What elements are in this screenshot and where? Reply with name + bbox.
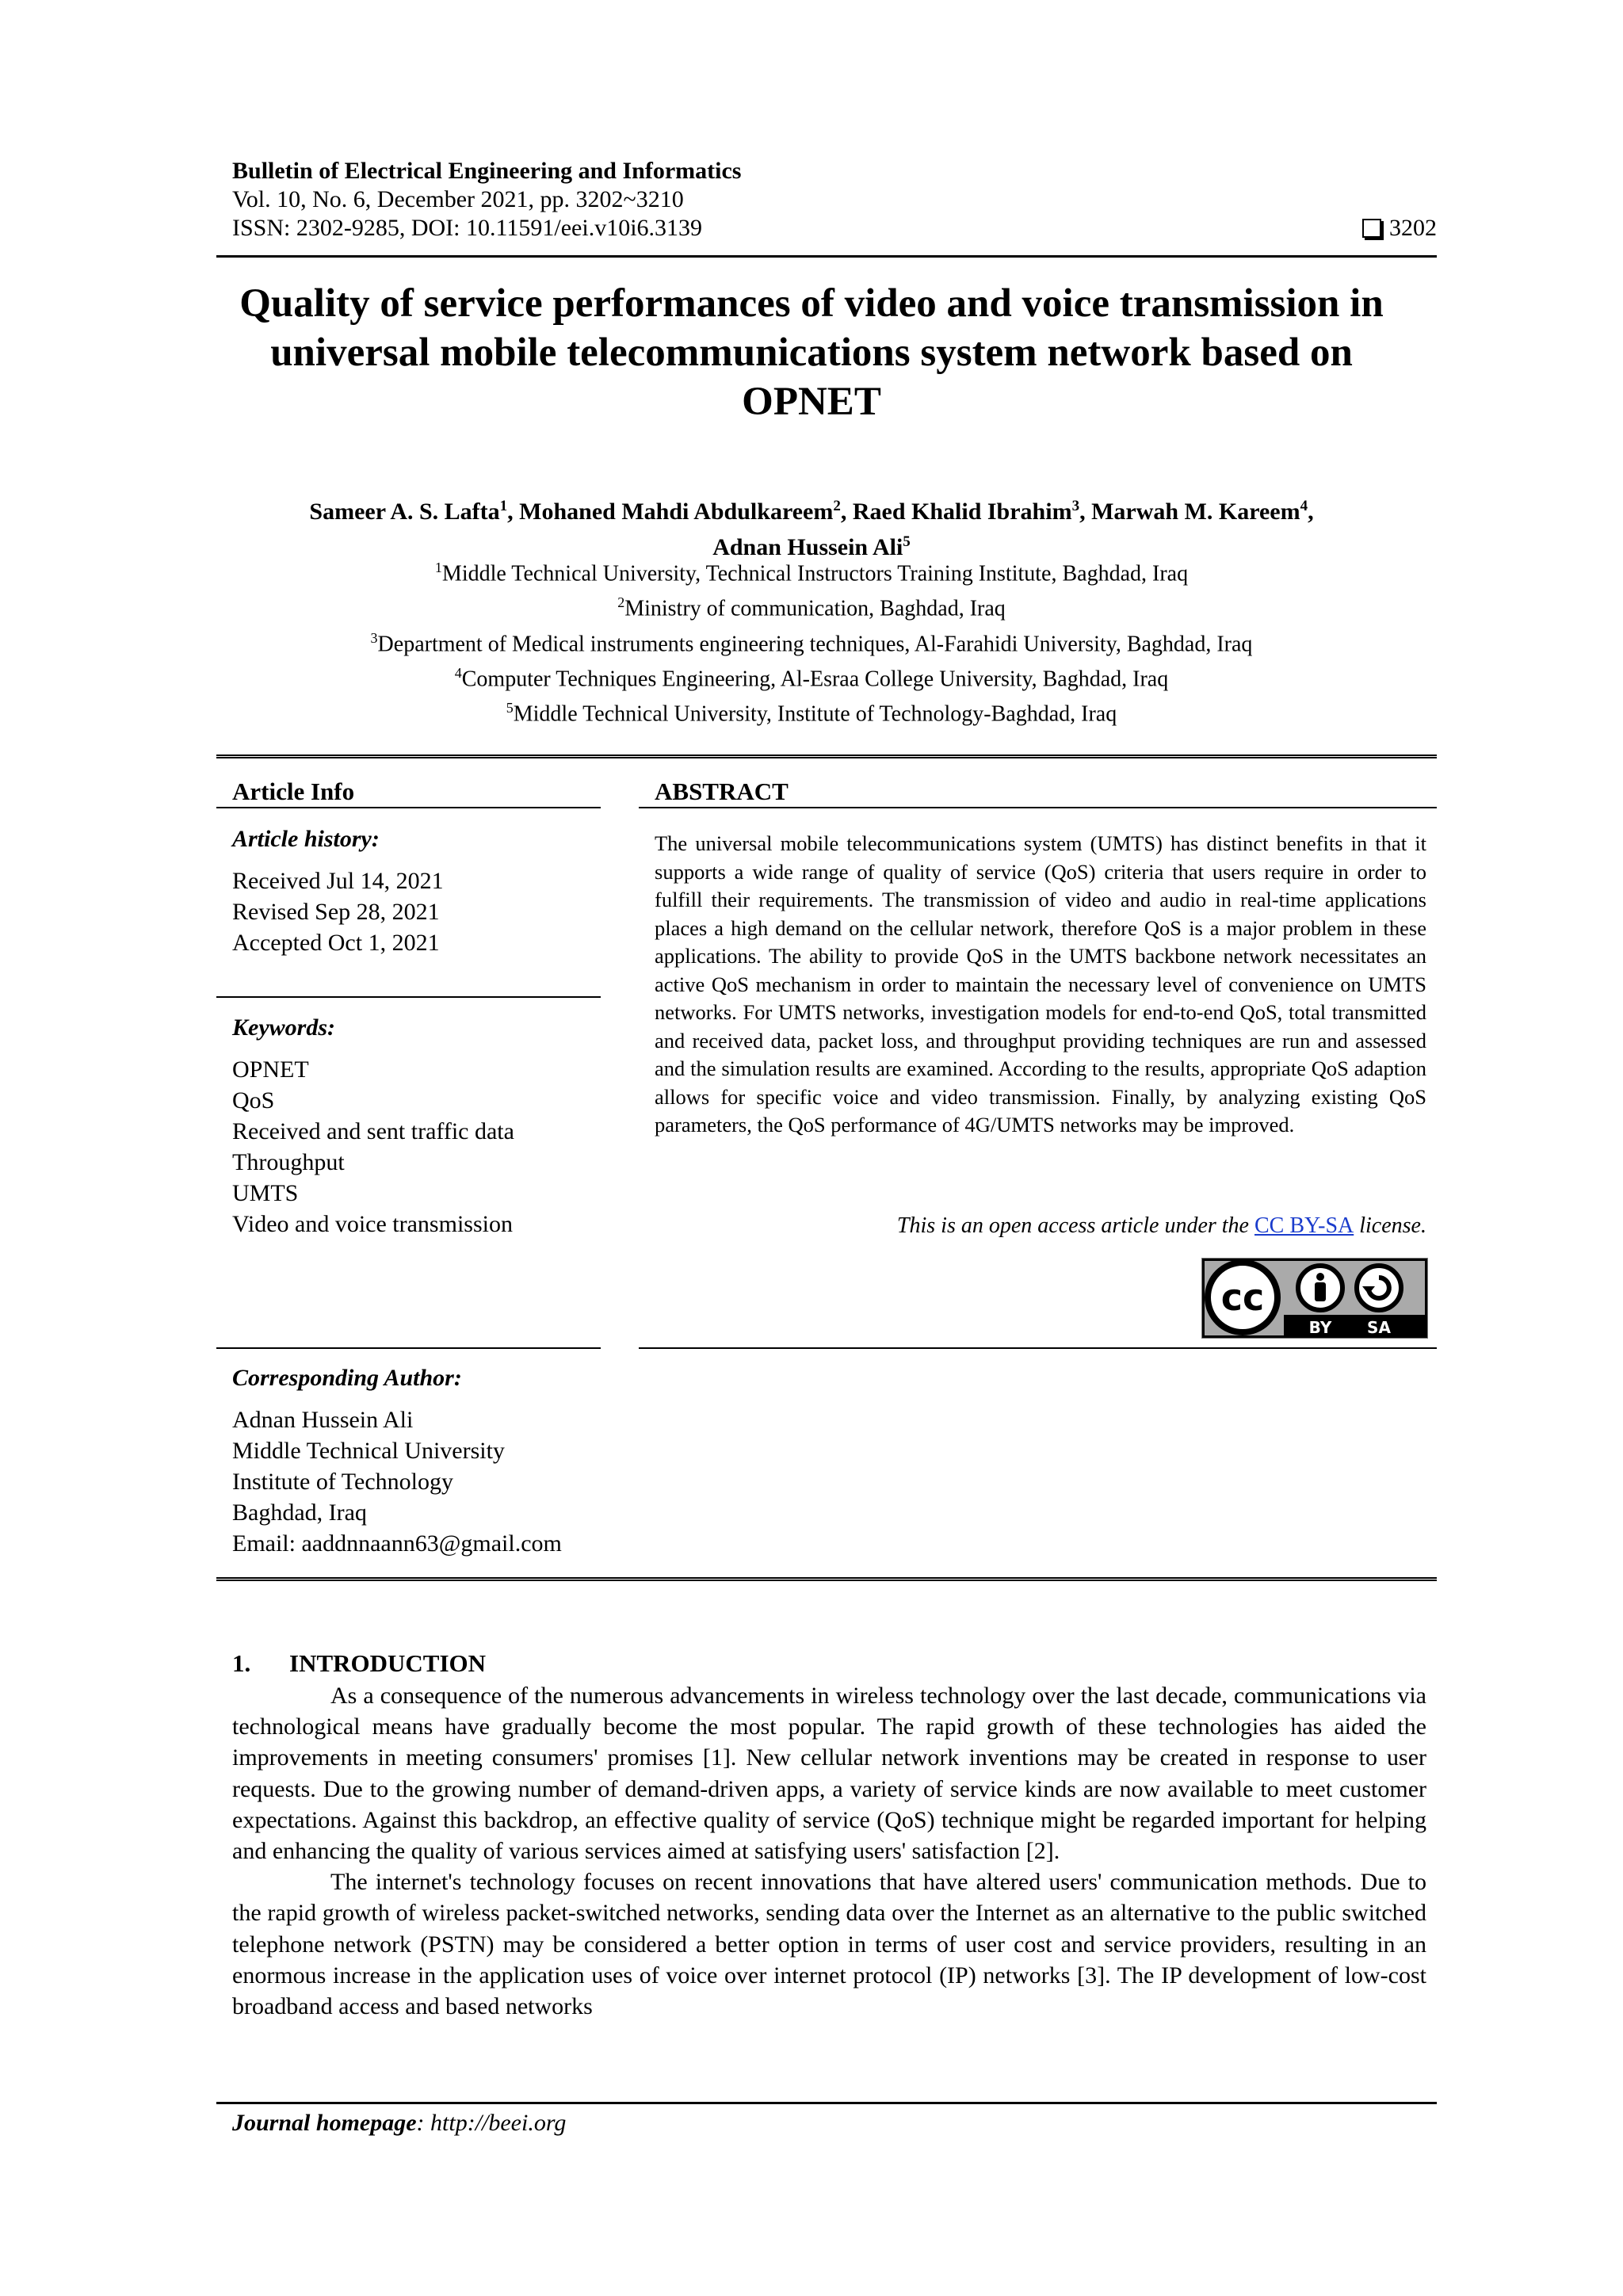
issn-line: ISSN: 2302-9285, DOI: 10.11591/eei.v10i6.3139 (232, 215, 703, 241)
author-name: Adnan Hussein Ali (712, 534, 903, 560)
affiliation-text: Computer Techniques Engineering, Al-Esraa College University, Baghdad, Iraq (461, 667, 1169, 692)
introduction-body (232, 1680, 1426, 2022)
keywords-rule (216, 1347, 601, 1349)
author-name: Marwah M. Kareem (1091, 499, 1300, 525)
affiliation-text: Ministry of communication, Baghdad, Iraq (624, 596, 1006, 621)
affiliation-sup: 2 (617, 594, 625, 611)
affiliation-item (198, 693, 1425, 728)
badge-by-label: BY (1308, 1318, 1332, 1337)
abstract-heading-row (639, 777, 1437, 807)
affiliation-sup: 1 (434, 560, 442, 575)
affiliation-text: Middle Technical University, Technical Instructors Training Institute, Baghdad, Iraq (441, 561, 1189, 586)
keywords-heading: Keywords: (232, 1014, 335, 1041)
keyword-item: QoS (232, 1087, 275, 1114)
author-name: Mohaned Mahdi Abdulkareem (519, 499, 834, 525)
history-accepted: Accepted Oct 1, 2021 (232, 930, 440, 956)
affiliation-item (198, 588, 1425, 623)
abstract-heading: ABSTRACT (655, 777, 789, 805)
author-sup: 1 (499, 498, 508, 514)
corresponding-author-block (216, 1363, 644, 1559)
keyword-item: UMTS (232, 1180, 299, 1206)
header-rule (216, 255, 1437, 258)
affiliation-sup: 5 (506, 700, 514, 716)
history-revised: Revised Sep 28, 2021 (232, 899, 440, 925)
corresponding-institute: Institute of Technology (232, 1469, 453, 1495)
license-prefix: This is an open access article under the (896, 1213, 1254, 1238)
corresponding-heading: Corresponding Author: (232, 1365, 462, 1391)
affiliation-sup: 3 (370, 629, 378, 646)
author-sup: 4 (1300, 498, 1308, 514)
author-sup: 2 (833, 498, 841, 514)
page-number (1362, 214, 1437, 243)
corresponding-email: Email: aaddnnaann63@gmail.com (232, 1530, 562, 1557)
section-number: 1. (232, 1649, 251, 1677)
history-received: Received Jul 14, 2021 (232, 868, 444, 894)
corresponding-city: Baghdad, Iraq (232, 1499, 367, 1526)
article-info-heading-row (216, 777, 601, 807)
section-title: INTRODUCTION (289, 1649, 487, 1677)
corresponding-university: Middle Technical University (232, 1438, 505, 1464)
author-sep: , (840, 499, 853, 525)
affiliation-item (198, 553, 1425, 588)
cc-badge-letters: cc (1220, 1276, 1265, 1319)
article-info-rule (216, 807, 601, 808)
footer-rule (216, 2102, 1437, 2104)
author-list (198, 491, 1425, 563)
author-sep: , (507, 499, 520, 525)
footer-label: Journal homepage (232, 2110, 417, 2136)
author-sup: 5 (903, 533, 911, 550)
article-history (216, 824, 617, 958)
volume-line: Vol. 10, No. 6, December 2021, pp. 3202~3210 (232, 186, 684, 212)
introduction-heading (232, 1648, 486, 1679)
affiliation-text: Middle Technical University, Institute of Technology-Baghdad, Iraq (513, 701, 1117, 727)
author-name: Sameer A. S. Lafta (309, 499, 500, 525)
page-number-text: 3202 (1389, 215, 1437, 241)
keyword-item: Received and sent traffic data (232, 1118, 514, 1144)
license-suffix: license. (1354, 1213, 1426, 1238)
footer-sep: : (416, 2110, 431, 2136)
journal-footer (232, 2108, 566, 2138)
keyword-item: Throughput (232, 1149, 345, 1175)
article-history-heading: Article history: (232, 826, 380, 852)
journal-header (232, 157, 1437, 243)
article-info-heading: Article Info (232, 777, 355, 805)
license-line (897, 1212, 1426, 1240)
affiliation-item (198, 624, 1425, 659)
intro-paragraph: As a consequence of the numerous advancements in wireless technology over the last decade, communications via technological means have gradually become the most popular. The rapid growth of these technologies has aided the improvements in meeting consumers' promises [1]. New cellular network inventions may be created in response to user requests. Due to the growing number of demand-driven apps, a variety of service kinds are now available to meet customer expectations. Against this backdrop, an effective quality of service (QoS) technique might be regarded important for helping and enhancing the quality of various services aimed at satisfying users' satisfaction [2]. (232, 1683, 1426, 1865)
author-sup: 3 (1071, 498, 1080, 514)
abstract-rule (639, 807, 1437, 808)
affiliation-list (198, 553, 1425, 729)
keyword-item: Video and voice transmission (232, 1211, 513, 1237)
footer-url[interactable]: http://beei.org (430, 2110, 567, 2136)
abstract-bottom-rule (639, 1347, 1437, 1349)
affiliation-item (198, 659, 1425, 693)
author-sep: , (1308, 499, 1314, 525)
cc-by-sa-badge-icon[interactable] (1201, 1258, 1428, 1339)
badge-sa-label: SA (1367, 1318, 1391, 1337)
corresponding-name: Adnan Hussein Ali (232, 1407, 414, 1433)
paper-title: Quality of service performances of video and voice transmission in universal mobile telecommunications system network based on OPNET (239, 281, 1384, 424)
info-box-top-rule (216, 755, 1437, 758)
affiliation-text: Department of Medical instruments engineering techniques, Al-Farahidi University, Baghdad, Iraq (377, 631, 1253, 656)
cc-by-sa-link[interactable]: CC BY-SA (1254, 1213, 1354, 1238)
intro-paragraph: The internet's technology focuses on recent innovations that have altered users' communication methods. Due to the rapid growth of wireless packet-switched networks, sending data over the Internet as an alternative to the public switched telephone network (PSTN) may be considered a better option in terms of user cost and service providers, resulting in an enormous increase in the application uses of voice over internet protocol (IP) networks [3]. The IP development of low-cost broadband access and based networks (232, 1869, 1426, 2020)
abstract-text: The universal mobile telecommunications system (UMTS) has distinct benefits in that it supports a wide range of quality of service (QoS) criteria that users require in order to fulfill their requirements. The transmission of video and audio in real-time applications places a high demand on the cellular network, therefore QoS is a major problem in these applications. The ability to provide QoS in the UMTS backbone network necessitates an active QoS mechanism in order to maintain the necessary level of convenience on UMTS networks. For UMTS networks, investigation models for end-to-end QoS, total transmitted and received data, packet loss, and throughput providing techniques are run and assessed and the simulation results are examined. According to the results, appropriate QoS adaption allows for specific voice and video transmission. Finally, by analyzing existing QoS parameters, the QoS performance of 4G/UMTS networks may be improved. (655, 831, 1426, 1137)
square-box-icon (1362, 219, 1381, 238)
keyword-item: OPNET (232, 1056, 309, 1083)
keywords-block (216, 1013, 617, 1240)
author-sep: , (1079, 499, 1092, 525)
affiliation-sup: 4 (454, 664, 462, 681)
history-rule (216, 996, 601, 998)
info-box-bottom-rule (216, 1577, 1437, 1581)
journal-name: Bulletin of Electrical Engineering and Informatics (232, 158, 742, 184)
author-name: Raed Khalid Ibrahim (852, 499, 1072, 525)
